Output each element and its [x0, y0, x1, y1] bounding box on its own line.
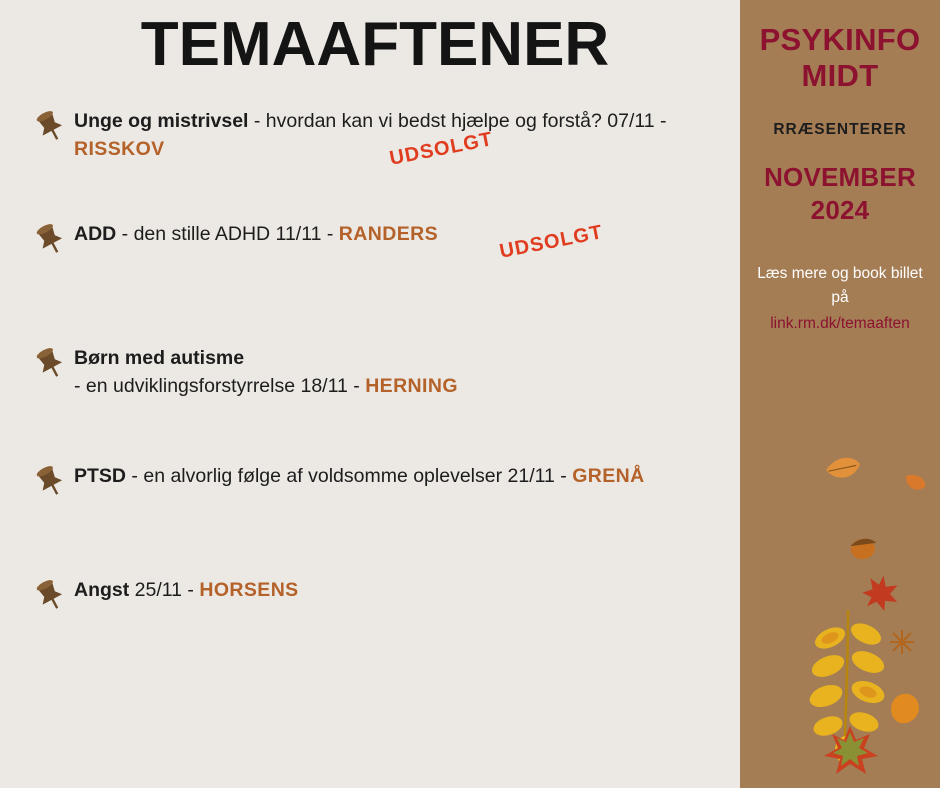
presents-label: RRÆSENTERER	[773, 121, 907, 139]
event-description: - en udviklingsforstyrrelse 18/11 -	[74, 374, 366, 397]
page-title: TEMAAFTENER	[140, 10, 610, 79]
list-item	[30, 344, 720, 401]
year-label: 2024	[810, 194, 870, 225]
event-text	[74, 576, 299, 604]
event-location: HERNING	[365, 374, 458, 397]
status-badge: UDSOLGT	[387, 128, 495, 170]
pushpin-icon	[30, 578, 74, 612]
event-text	[74, 220, 605, 263]
event-title: PTSD	[74, 465, 127, 488]
event-text	[74, 344, 458, 401]
list-item	[30, 107, 720, 170]
brand-line-2: MIDT	[801, 57, 879, 93]
event-description: - en alvorlig følge af voldsomme oplevelser 21/11 -	[126, 465, 573, 488]
list-item	[30, 576, 720, 628]
list-item	[30, 462, 720, 514]
booking-text: Læs mere og book billet på	[757, 265, 923, 307]
booking-info	[740, 262, 940, 336]
event-text	[74, 107, 714, 170]
event-title: Angst	[74, 579, 130, 602]
date-block	[740, 161, 940, 226]
event-title: ADD	[74, 222, 117, 245]
event-location: GRENÅ	[572, 465, 645, 488]
autumn-leaves-decoration	[740, 0, 940, 788]
event-description: 25/11 -	[129, 579, 200, 602]
event-location: HORSENS	[199, 579, 299, 602]
event-text	[74, 462, 645, 490]
status-badge: UDSOLGT	[497, 220, 605, 263]
event-list	[0, 107, 740, 628]
pushpin-icon	[30, 109, 74, 143]
brand-line-1: PSYKINFO	[759, 22, 921, 57]
month-label: NOVEMBER	[764, 162, 916, 193]
event-title: Unge og mistrivsel	[74, 110, 249, 133]
booking-link[interactable]: link.rm.dk/temaaften	[770, 315, 910, 333]
brand-title	[740, 0, 940, 93]
event-location: RISSKOV	[74, 138, 165, 161]
event-location: RANDERS	[338, 222, 439, 245]
pushpin-icon	[30, 222, 74, 256]
event-description: - hvordan kan vi bedst hjælpe og forstå? 07/11 -	[248, 110, 667, 133]
pushpin-icon	[30, 346, 74, 380]
list-item	[30, 220, 720, 272]
event-title: Børn med autisme	[74, 346, 245, 369]
pushpin-icon	[30, 464, 74, 498]
poster-sidebar	[740, 0, 940, 788]
event-description: - den stille ADHD 11/11 -	[116, 222, 339, 245]
